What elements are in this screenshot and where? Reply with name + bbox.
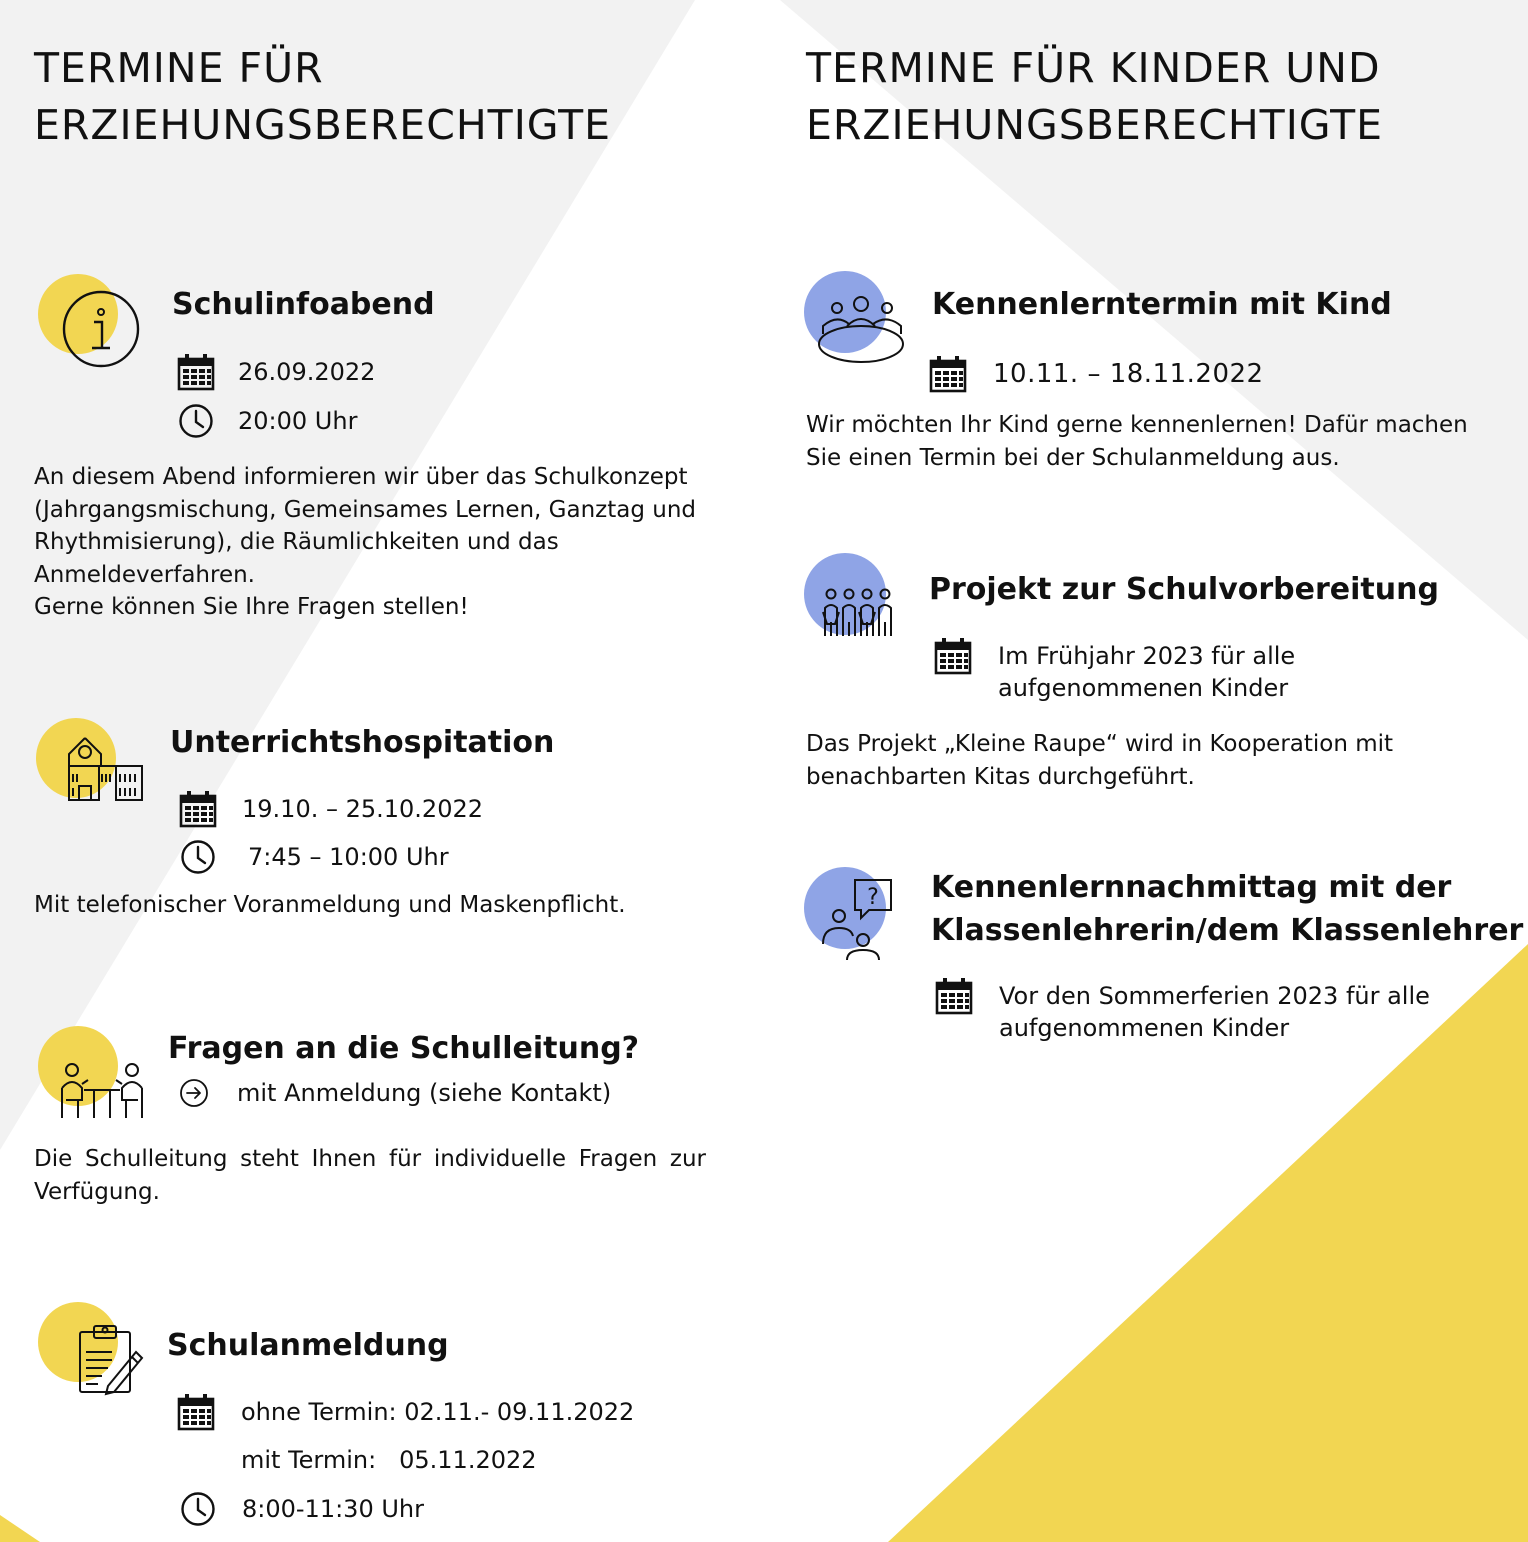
svg-text:?: ? <box>867 885 879 910</box>
description-line: Die Schulleitung steht Ihnen für individuelle Fragen zur Verfügung. <box>34 1146 706 1205</box>
description-line: benachbarten Kitas durchgeführt. <box>806 763 1195 790</box>
date-text: aufgenommenen Kinder <box>998 674 1289 702</box>
date-row <box>933 640 1295 704</box>
description-line: An diesem Abend informieren wir über das Schulkonzept <box>34 464 688 490</box>
right-heading-line2: ERZIEHUNGSBERECHTIGTE <box>806 101 1384 149</box>
description-line: (Jahrgangsmischung, Gemeinsames Lernen, Ganztag und <box>34 496 697 523</box>
date-text: 19.10. – 25.10.2022 <box>242 795 484 823</box>
right-heading <box>806 40 1383 154</box>
date-row <box>176 356 375 392</box>
right-heading-line1: TERMINE FÜR KINDER UND <box>806 44 1381 92</box>
clock-icon <box>178 1489 218 1529</box>
date-text: 26.09.2022 <box>238 358 376 386</box>
calendar-icon <box>176 352 216 392</box>
date-text: ohne Termin: 02.11.- 09.11.2022 <box>241 1398 635 1426</box>
item-description <box>34 1143 706 1208</box>
calendar-icon <box>178 789 218 829</box>
school-building-icon <box>36 718 148 806</box>
time-row <box>176 405 357 441</box>
item-title-unterrichtshospitation: Unterrichtshospitation <box>170 725 555 760</box>
note-row <box>174 1077 611 1113</box>
description-line: Rhythmisierung), die Räumlichkeiten und das <box>34 529 559 555</box>
date-text-multiline <box>998 640 1295 704</box>
title-line: Kennenlernnachmittag mit der <box>931 870 1452 905</box>
children-group-icon <box>803 552 903 642</box>
description-line: Wir möchten Ihr Kind gerne kennenlernen! Dafür machen <box>806 412 1468 438</box>
clock-icon <box>178 837 218 877</box>
item-title-projekt: Projekt zur Schulvorbereitung <box>929 572 1439 607</box>
description-line: Mit telefonischer Voranmeldung und Maskenpflicht. <box>34 892 626 918</box>
left-heading-line1: TERMINE FÜR <box>34 44 324 92</box>
date-row <box>934 980 1430 1044</box>
calendar-icon <box>176 1392 216 1432</box>
group-table-icon <box>803 270 909 366</box>
date-row <box>928 358 1264 394</box>
item-title-schulinfoabend: Schulinfoabend <box>172 287 435 322</box>
time-row <box>178 841 449 877</box>
description-line: Das Projekt „Kleine Raupe“ wird in Kooperation mit <box>806 731 1394 757</box>
description-line: Gerne können Sie Ihre Fragen stellen! <box>34 594 469 620</box>
time-text: 7:45 – 10:00 Uhr <box>248 843 449 871</box>
left-heading <box>34 40 611 154</box>
info-icon <box>36 272 146 372</box>
date-text: mit Termin: 05.11.2022 <box>241 1446 537 1474</box>
arrow-right-circle-icon <box>174 1073 214 1113</box>
item-description <box>806 409 1506 474</box>
date-row <box>176 1396 634 1432</box>
meeting-icon <box>38 1026 148 1120</box>
description-line: Sie einen Termin bei der Schulanmeldung aus. <box>806 444 1340 471</box>
date-text: 10.11. – 18.11.2022 <box>993 359 1264 389</box>
description-line: Anmeldeverfahren. <box>34 561 255 588</box>
date-text: Vor den Sommerferien 2023 für alle <box>999 982 1430 1010</box>
item-title-schulanmeldung: Schulanmeldung <box>167 1328 449 1363</box>
item-description <box>34 461 714 624</box>
time-text: 20:00 Uhr <box>238 407 358 435</box>
date-text: Im Frühjahr 2023 für alle <box>998 642 1296 670</box>
item-title-fragen: Fragen an die Schulleitung? <box>168 1031 640 1066</box>
time-row <box>178 1493 424 1529</box>
date-row <box>178 793 483 829</box>
calendar-icon <box>933 636 973 676</box>
item-title-kennenlernnachmittag <box>931 866 1523 952</box>
calendar-icon <box>928 354 968 394</box>
note-text: mit Anmeldung (siehe Kontakt) <box>237 1079 612 1107</box>
time-text: 8:00-11:30 Uhr <box>242 1495 424 1523</box>
question-people-icon <box>803 866 903 962</box>
item-description <box>34 889 714 922</box>
title-line: Klassenlehrerin/dem Klassenlehrer <box>931 913 1524 948</box>
left-heading-line2: ERZIEHUNGSBERECHTIGTE <box>34 101 612 149</box>
calendar-icon <box>934 976 974 1016</box>
clock-icon <box>176 401 216 441</box>
item-title-kennenlerntermin: Kennenlerntermin mit Kind <box>932 287 1392 322</box>
date-row-2 <box>241 1444 537 1476</box>
date-text-multiline <box>999 980 1430 1044</box>
date-text: aufgenommenen Kinder <box>999 1014 1290 1042</box>
clipboard-icon <box>38 1302 148 1398</box>
item-description <box>806 728 1506 793</box>
